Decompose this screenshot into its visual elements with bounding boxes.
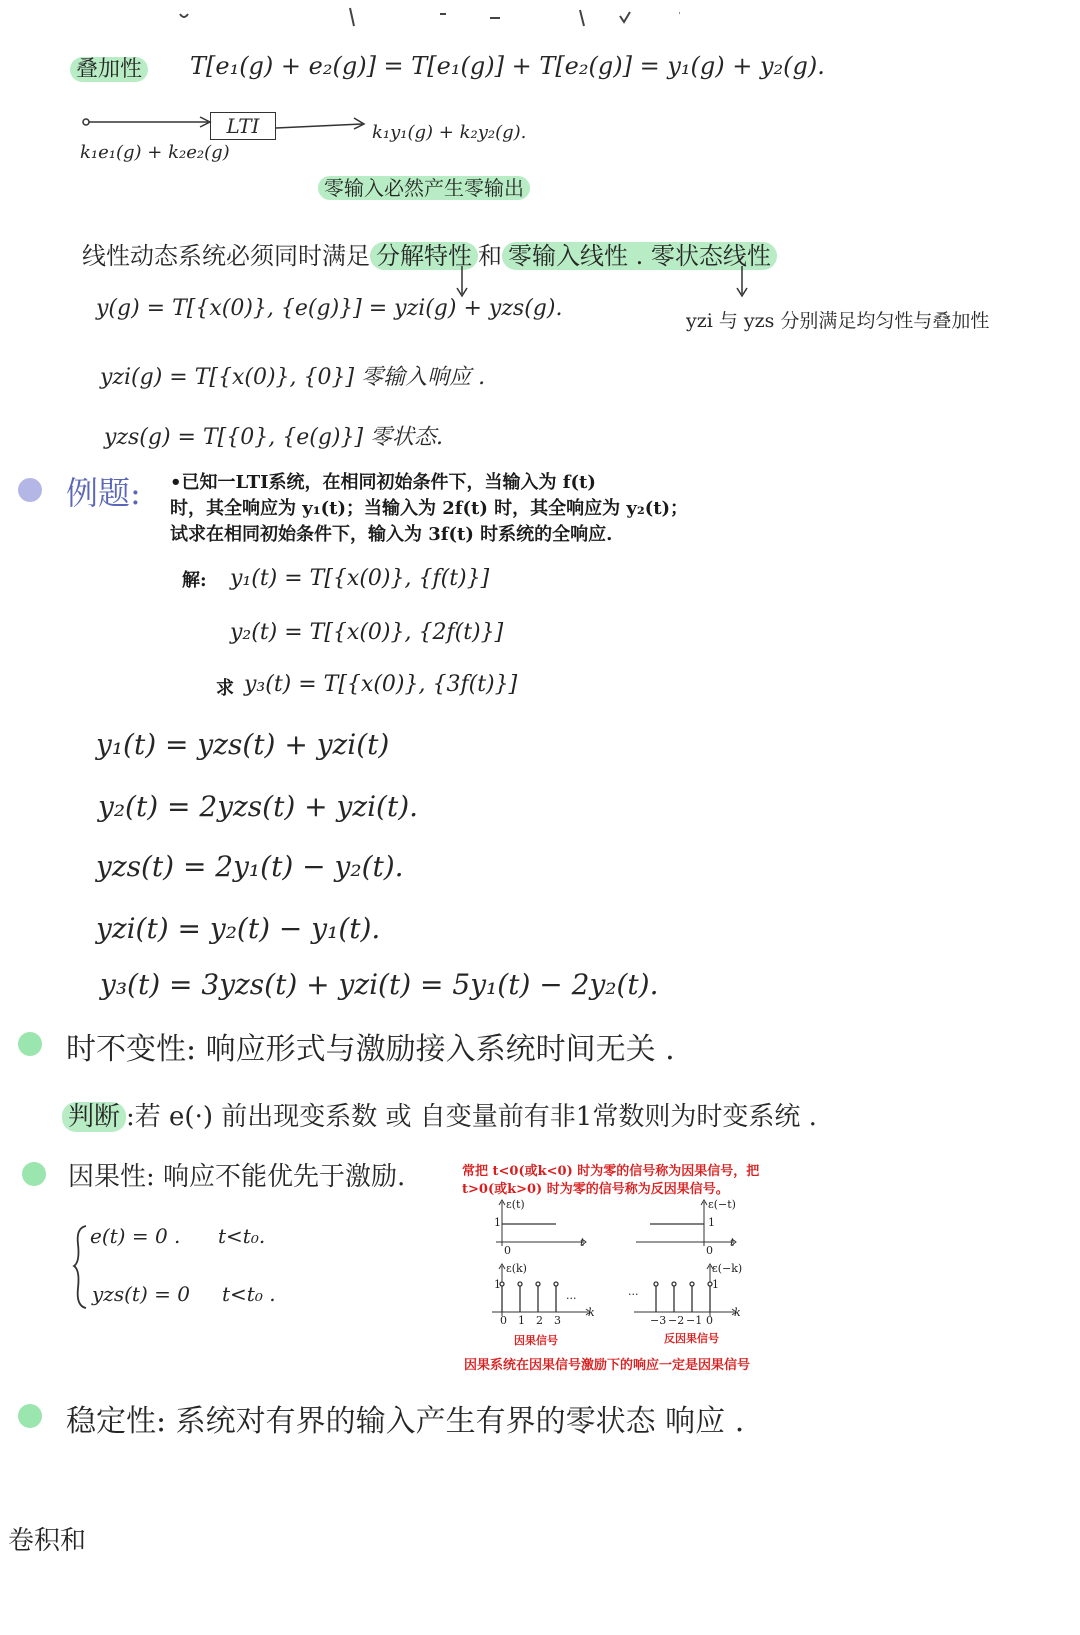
one-label: 1 [494, 1216, 501, 1229]
zero-input-note: 零输入必然产生零输出 [318, 172, 530, 201]
k-tick: −1 [686, 1314, 703, 1327]
k-axis-label: k [734, 1306, 741, 1319]
linear-eq-1: y(g) = T[{x(0)}, {e(g)}] = yzi(g) + yzs(g). [96, 296, 563, 321]
causal-bottom-note: 因果系统在因果信号激励下的响应一定是因果信号 [464, 1358, 751, 1373]
eps-t-label: ε(t) [506, 1198, 525, 1211]
derivation-line: yzs(t) = 2y₁(t) − y₂(t). [96, 850, 404, 883]
k-tick: −2 [668, 1314, 685, 1327]
solution-1: y₁(t) = T[{x(0)}, {f(t)}] [230, 566, 490, 591]
linear-dynamic-sentence: 线性动态系统必须同时满足 分解特性 和 零输入线性 . 零状态线性 [82, 236, 777, 271]
cut-off-top-line [80, 0, 680, 30]
example-line-1: •已知一LTI系统，在相同初始条件下，当输入为 f(t) [170, 472, 596, 493]
causal-note-2: t>0(或k>0) 时为零的信号称为反因果信号。 [462, 1182, 729, 1197]
anticausal-signal-caption: 反因果信号 [664, 1332, 719, 1345]
bullet-dot-causality [22, 1162, 46, 1186]
one-label: 1 [712, 1278, 719, 1291]
k-tick: 3 [554, 1314, 561, 1327]
causality-cond-1-t: t<t₀. [218, 1224, 266, 1248]
stability: 稳定性: 系统对有界的输入产生有界的零状态 响应 . [66, 1404, 745, 1439]
example-line-3: 试求在相同初始条件下，输入为 3f(t) 时系统的全响应. [170, 524, 613, 545]
one-label: 1 [708, 1216, 715, 1229]
eps-neg-t-label: ε(−t) [708, 1198, 736, 1211]
derivation-line: y₁(t) = yzs(t) + yzi(t) [96, 728, 390, 761]
derivation-line: y₃(t) = 3yzs(t) + yzi(t) = 5y₁(t) − 2y₂(t). [100, 968, 659, 1001]
example-label: 例题: [66, 474, 141, 512]
time-invariance: 时不变性: 响应形式与激励接入系统时间无关 . [66, 1032, 675, 1067]
linear-side-note: yzi 与 yzs 分别满足均匀性与叠加性 [686, 310, 990, 332]
dots-label: ··· [566, 1292, 577, 1305]
eps-k-label: ε(k) [506, 1262, 527, 1275]
derivation-line: y₂(t) = 2yzs(t) + yzi(t). [98, 790, 419, 823]
lti-output: k₁y₁(g) + k₂y₂(g). [372, 122, 527, 143]
eps-neg-k-label: ε(−k) [712, 1262, 743, 1275]
solution-3-label: 求 [216, 678, 234, 699]
bullet-dot-example [18, 478, 42, 502]
bullet-dot-time-invariance [18, 1032, 42, 1056]
zero-label: 0 [500, 1314, 507, 1327]
linear-eq-2: yzi(g) = T[{x(0)}, {0}] 零输入响应 . [100, 365, 486, 390]
linear-eq-3: yzs(g) = T[{0}, {e(g)}] 零状态. [104, 425, 444, 450]
causality-brace [70, 1222, 90, 1312]
t-axis-label: t [580, 1236, 585, 1249]
zero-label: 0 [504, 1244, 511, 1257]
lti-input: k₁e₁(g) + k₂e₂(g) [80, 142, 230, 163]
causality-cond-2-t: t<t₀ . [222, 1282, 276, 1306]
bullet-dot-stability [18, 1404, 42, 1428]
k-tick: 2 [536, 1314, 543, 1327]
superposition-formula: T[e₁(g) + e₂(g)] = T[e₁(g)] + T[e₂(g)] = y₁(g) + y₂(g). [190, 52, 825, 80]
one-label: 1 [494, 1278, 501, 1291]
causality-cond-2: yzs(t) = 0 [92, 1282, 190, 1306]
causality: 因果性: 响应不能优先于激励. [68, 1162, 406, 1192]
k-tick: −3 [650, 1314, 667, 1327]
k-tick: 1 [518, 1314, 525, 1327]
zero-label: 0 [706, 1314, 713, 1327]
solution-3: y₃(t) = T[{x(0)}, {3f(t)}] [244, 672, 518, 697]
convolution-heading: 卷积和 [8, 1526, 87, 1556]
derivation-line: yzi(t) = y₂(t) − y₁(t). [96, 912, 381, 945]
example-line-2: 时，其全响应为 y₁(t)；当输入为 2f(t) 时，其全响应为 y₂(t)； [170, 498, 689, 519]
causal-signal-caption: 因果信号 [514, 1334, 558, 1347]
solution-2: y₂(t) = T[{x(0)}, {2f(t)}] [230, 620, 504, 645]
judge: 判断 :若 e(·) 前出现变系数 或 自变量前有非1常数则为时变系统 . [62, 1096, 817, 1133]
causality-cond-1: e(t) = 0 . [90, 1224, 181, 1248]
superposition-label: 叠加性 [70, 52, 148, 83]
t-axis-label: t [730, 1236, 735, 1249]
zero-label: 0 [706, 1244, 713, 1257]
lti-box: LTI [210, 112, 276, 140]
dots-label: ··· [628, 1288, 639, 1301]
k-axis-label: k [588, 1306, 595, 1319]
solution-label: 解: [182, 570, 207, 591]
causal-note-1: 常把 t<0(或k<0) 时为零的信号称为因果信号，把 [462, 1164, 760, 1179]
